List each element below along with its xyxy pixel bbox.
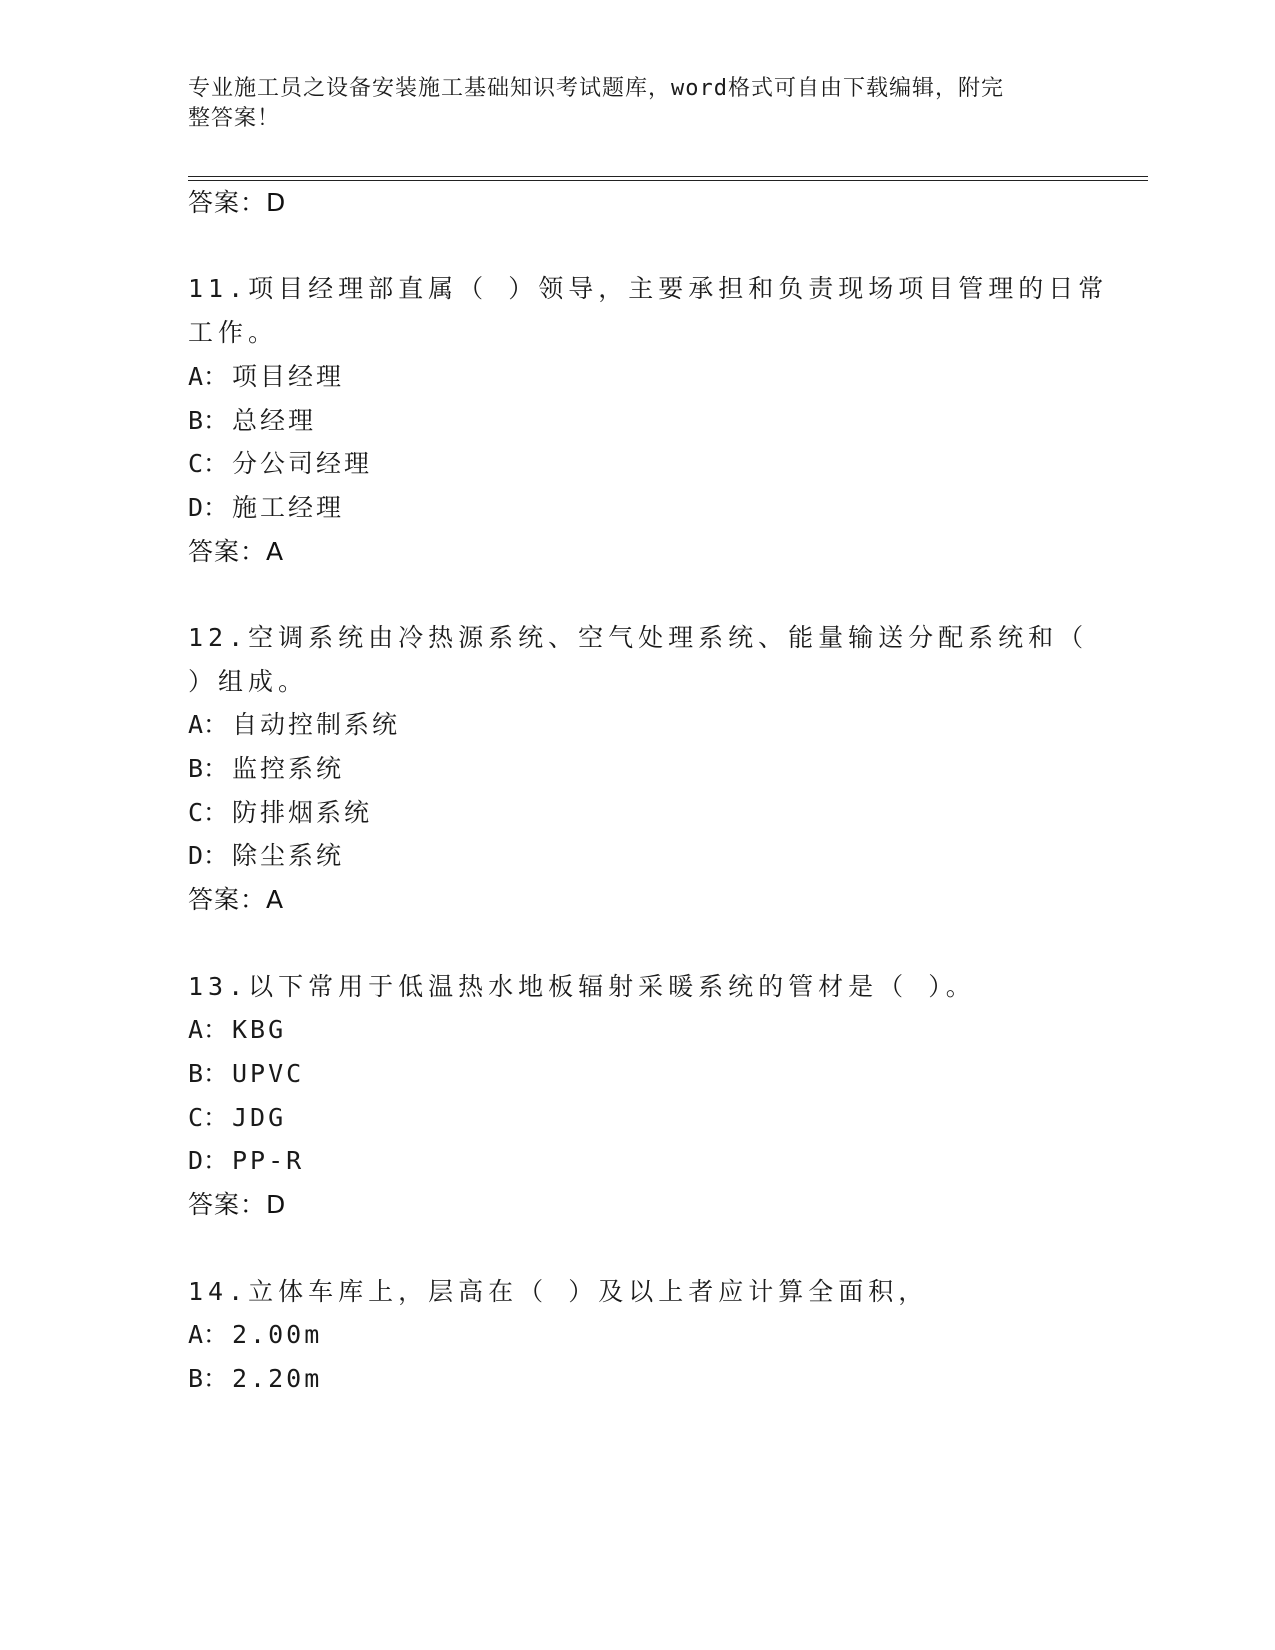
question-12-option-d bbox=[188, 839, 344, 873]
header-line-1: 专业施工员之设备安装施工基础知识考试题库，word格式可自由下载编辑，附完 bbox=[188, 76, 1004, 101]
question-12-option-a bbox=[188, 708, 400, 742]
question-11-option-c bbox=[188, 447, 372, 481]
option-letter: A： bbox=[188, 1320, 229, 1349]
option-letter: C： bbox=[188, 798, 229, 827]
option-letter: D： bbox=[188, 493, 229, 522]
header-line-2: 整答案！ bbox=[188, 106, 281, 131]
question-11-option-b bbox=[188, 404, 316, 438]
question-13-option-c bbox=[188, 1101, 286, 1135]
question-13-option-b bbox=[188, 1057, 304, 1091]
answer-previous: 答案：D bbox=[188, 188, 287, 217]
answer-13: 答案：D bbox=[188, 1190, 287, 1219]
option-letter: C： bbox=[188, 1103, 229, 1132]
question-13-line-1: 13.以下常用于低温热水地板辐射采暖系统的管材是（ ）。 bbox=[188, 972, 976, 1001]
answer-11: 答案：A bbox=[188, 537, 285, 566]
question-11-option-a bbox=[188, 360, 344, 394]
question-12-line-2: ）组成。 bbox=[188, 667, 309, 696]
option-letter: A： bbox=[188, 362, 229, 391]
option-text: 总经理 bbox=[232, 406, 317, 435]
option-letter: C： bbox=[188, 449, 229, 478]
option-text: 分公司经理 bbox=[232, 449, 373, 478]
question-13-option-a bbox=[188, 1013, 286, 1047]
question-13-option-d bbox=[188, 1144, 304, 1178]
option-letter: B： bbox=[188, 1059, 229, 1088]
question-14-option-b bbox=[188, 1362, 322, 1396]
option-letter: B： bbox=[188, 754, 229, 783]
option-text: 防排烟系统 bbox=[232, 798, 373, 827]
option-text: UPVC bbox=[232, 1059, 305, 1088]
option-letter: A： bbox=[188, 1015, 229, 1044]
question-14-option-a bbox=[188, 1318, 322, 1352]
option-text: 施工经理 bbox=[232, 493, 345, 522]
option-text: 自动控制系统 bbox=[232, 710, 401, 739]
option-text: 项目经理 bbox=[232, 362, 345, 391]
option-text: 除尘系统 bbox=[232, 841, 345, 870]
option-letter: B： bbox=[188, 406, 229, 435]
option-text: 监控系统 bbox=[232, 754, 345, 783]
option-text: KBG bbox=[232, 1015, 287, 1044]
option-letter: D： bbox=[188, 1146, 229, 1175]
question-11-line-2: 工作。 bbox=[188, 318, 279, 347]
page-header bbox=[188, 74, 1068, 134]
option-text: PP-R bbox=[232, 1146, 305, 1175]
question-11-option-d bbox=[188, 491, 344, 525]
question-12-line-1: 12.空调系统由冷热源系统、空气处理系统、能量输送分配系统和（ bbox=[188, 623, 1089, 652]
question-11-line-1: 11.项目经理部直属（ ）领导，主要承担和负责现场项目管理的日常 bbox=[188, 274, 1109, 303]
option-letter: A： bbox=[188, 710, 229, 739]
option-letter: D： bbox=[188, 841, 229, 870]
question-12-option-c bbox=[188, 796, 372, 830]
question-14-line-1: 14.立体车库上，层高在（ ）及以上者应计算全面积， bbox=[188, 1277, 929, 1306]
header-divider bbox=[188, 176, 1148, 181]
option-text: JDG bbox=[232, 1103, 287, 1132]
answer-12: 答案：A bbox=[188, 885, 285, 914]
option-text: 2.20m bbox=[232, 1364, 323, 1393]
question-12-option-b bbox=[188, 752, 344, 786]
option-letter: B： bbox=[188, 1364, 229, 1393]
option-text: 2.00m bbox=[232, 1320, 323, 1349]
